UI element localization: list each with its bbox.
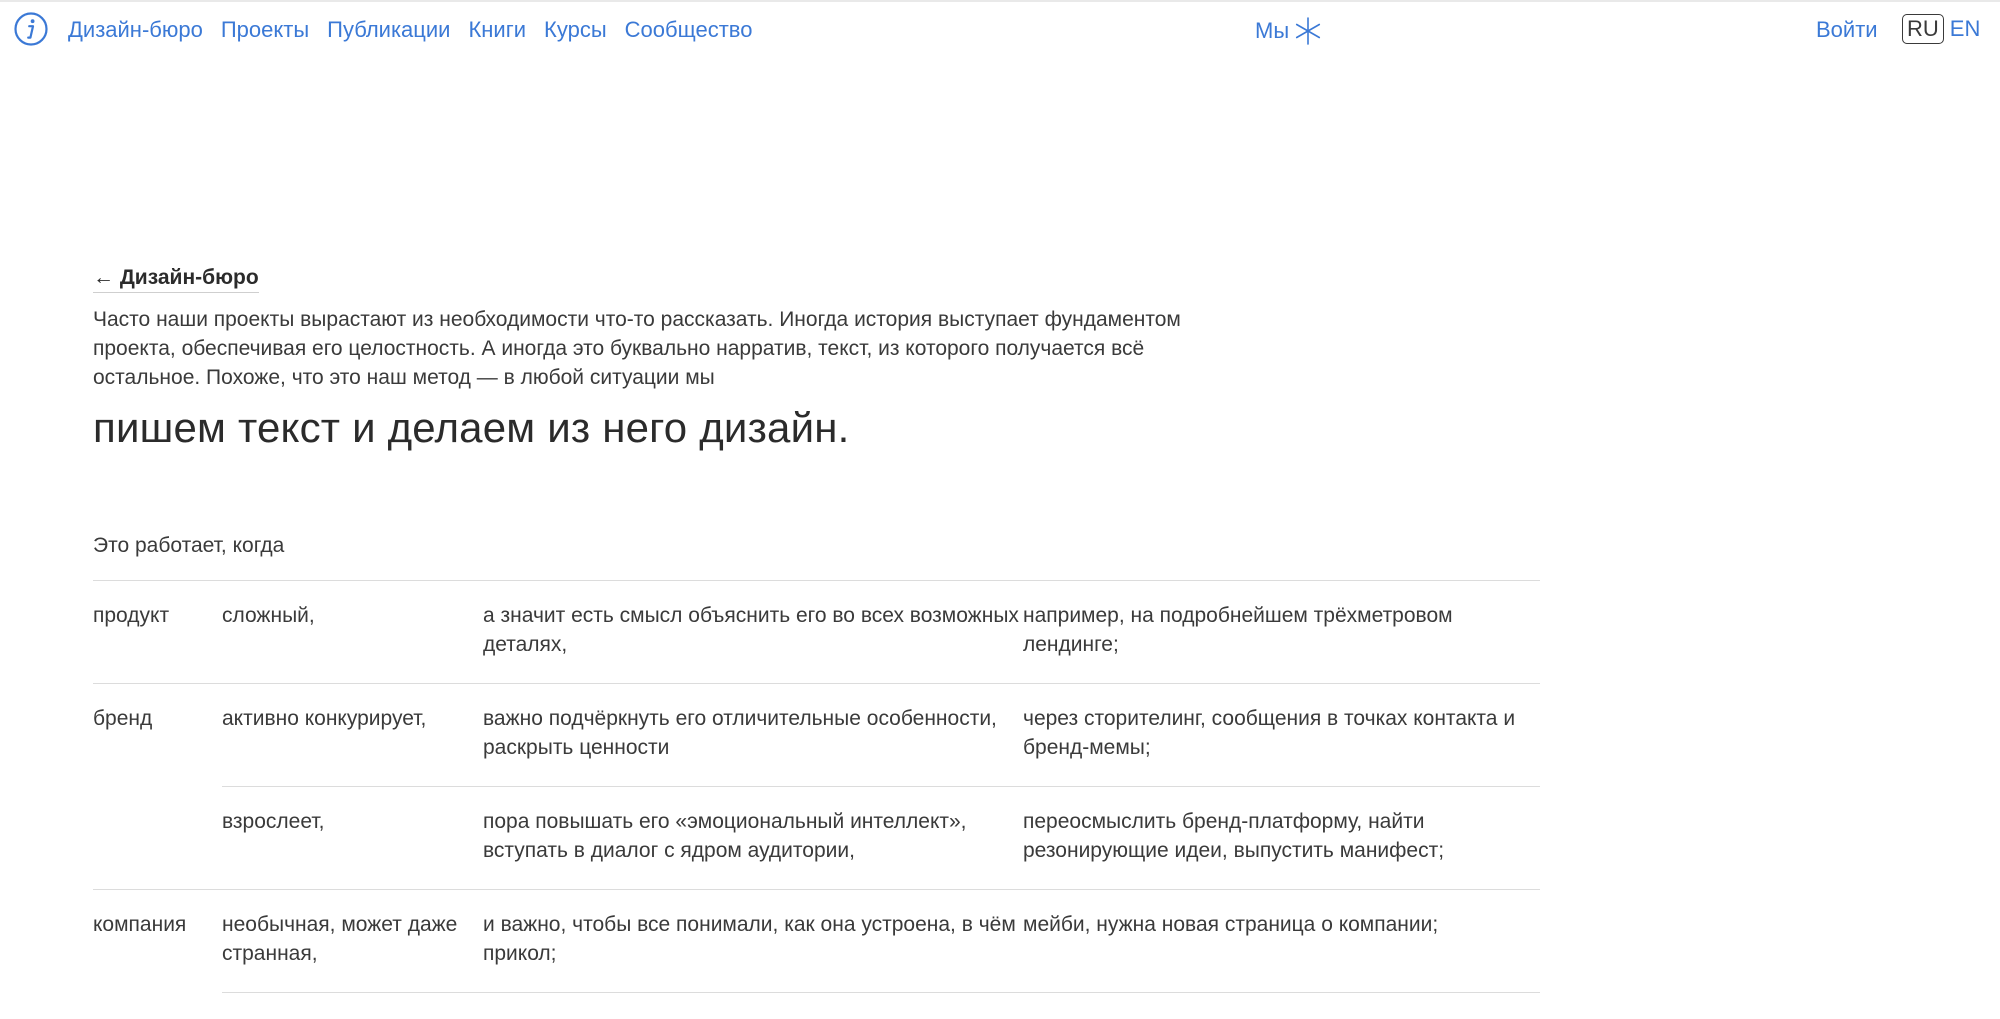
table-row xyxy=(93,787,1540,890)
nav-item-projects[interactable]: Проекты xyxy=(220,17,310,42)
nav-item-community[interactable]: Сообщество xyxy=(624,17,753,42)
intro-paragraph: Часто наши проекты вырастают из необходимости что-то рассказать. Иногда история выступает фундаментом проекта, обеспечивая его целостность. А иногда это буквально нарратив, текст, из которого получается всё остальное. Похоже, что это наш метод — в любой ситуации мы xyxy=(93,308,1181,389)
main-nav xyxy=(68,16,770,44)
row-reason: а значит есть смысл объяснить его во всех возможных деталях, xyxy=(483,581,1023,684)
row-reason: и важно, чтобы все понимали, как она устроена, в чём прикол; xyxy=(483,890,1023,993)
back-link[interactable]: ← Дизайн-бюро xyxy=(93,266,259,293)
nav-item-books[interactable]: Книги xyxy=(468,17,527,42)
row-subject: бренд xyxy=(93,684,222,890)
table-row xyxy=(93,581,1540,684)
table-row xyxy=(93,890,1540,993)
about-us-label: Мы xyxy=(1255,18,1290,43)
nav-item-about-us[interactable] xyxy=(1255,16,1323,46)
row-state: необычная, может даже странная, xyxy=(222,890,483,993)
section-label: Это работает, когда xyxy=(93,534,285,557)
row-subject: продукт xyxy=(93,581,222,684)
table-row xyxy=(93,684,1540,787)
language-switcher xyxy=(1902,14,1980,44)
row-state: взрослеет, xyxy=(222,787,483,890)
nav-item-publications[interactable]: Публикации xyxy=(327,17,451,42)
row-example: мейби, нужна новая страница о компании; xyxy=(1023,890,1540,993)
row-reason: пора повышать его «эмоциональный интеллект», вступать в диалог с ядром аудитории, xyxy=(483,787,1023,890)
login-link[interactable]: Войти xyxy=(1816,17,1878,42)
lang-en-button[interactable]: EN xyxy=(1949,16,1981,41)
cases-table xyxy=(93,580,1540,993)
row-state: сложный, xyxy=(222,581,483,684)
asterisk-star-icon xyxy=(1293,16,1323,46)
row-example: через сторителинг, сообщения в точках контакта и бренд-мемы; xyxy=(1023,684,1540,787)
row-example: например, на подробнейшем трёхметровом лендинге; xyxy=(1023,581,1540,684)
row-state: активно конкурирует, xyxy=(222,684,483,787)
lang-ru-button[interactable]: RU xyxy=(1902,14,1944,44)
info-circle-icon[interactable] xyxy=(14,12,48,46)
row-example: переосмыслить бренд-платформу, найти резонирующие идеи, выпустить манифест; xyxy=(1023,787,1540,890)
main-content xyxy=(93,266,1540,993)
row-reason: важно подчёркнуть его отличительные особенности, раскрыть ценности xyxy=(483,684,1023,787)
site-header xyxy=(0,0,2000,60)
nav-item-courses[interactable]: Курсы xyxy=(544,17,607,42)
row-subject: компания xyxy=(93,890,222,993)
lead-heading: пишем текст и делаем из него дизайн. xyxy=(93,404,850,451)
nav-item-design-bureau[interactable]: Дизайн-бюро xyxy=(68,17,203,42)
